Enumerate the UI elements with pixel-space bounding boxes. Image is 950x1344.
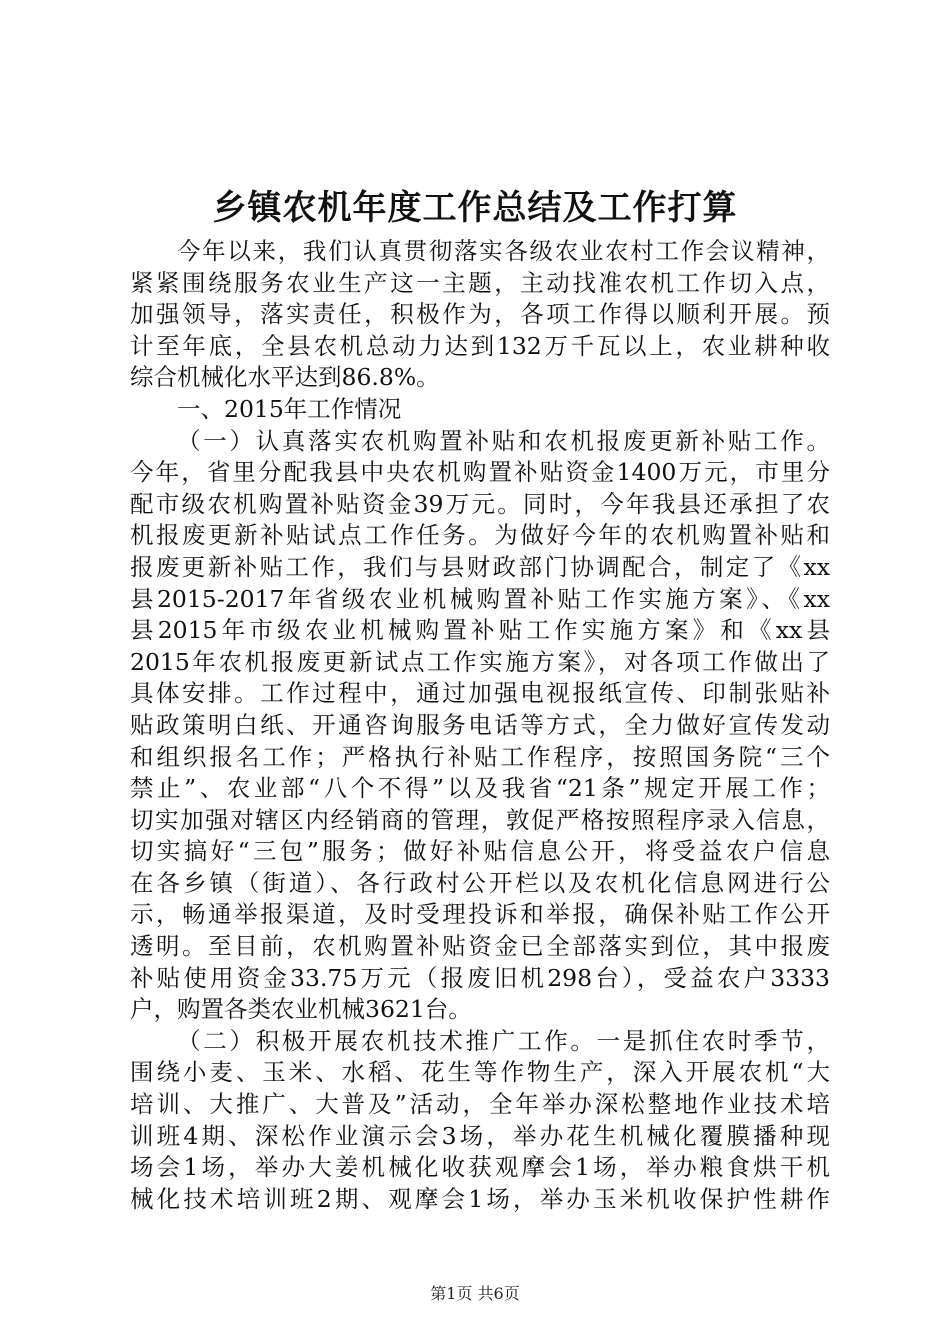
text-line: 2015年农机报废更新试点工作实施方案》，对各项工作做出了 — [130, 647, 830, 676]
text-line: 场会1场，举办大姜机械化收获观摩会1场，举办粮食烘干机 — [130, 1153, 830, 1182]
page-footer: 第1页 共6页 — [430, 1284, 520, 1303]
text-line: 训班4期、深松作业演示会3场，举办花生机械化覆膜播种现 — [130, 1121, 830, 1150]
text-line: 机报废更新补贴试点工作任务。为做好今年的农机购置补贴和 — [130, 521, 830, 550]
text-line: 具体安排。工作过程中，通过加强电视报纸宣传、印制张贴补 — [130, 679, 830, 708]
text-line: 加强领导，落实责任，积极作为，各项工作得以顺利开展。预 — [130, 300, 830, 329]
text-line: 紧紧围绕服务农业生产这一主题，主动找准农机工作切入点， — [130, 268, 830, 297]
text-line: （二）积极开展农机技术推广工作。一是抓住农时季节， — [177, 1026, 830, 1055]
text-line: 切实搞好“三包”服务；做好补贴信息公开，将受益农户信息 — [130, 837, 830, 866]
text-line: （一）认真落实农机购置补贴和农机报废更新补贴工作。 — [177, 426, 830, 455]
text-line: 县2015年市级农业机械购置补贴工作实施方案》和《xx县 — [130, 616, 830, 645]
text-line: 计至年底，全县农机总动力达到132万千瓦以上，农业耕种收 — [130, 331, 830, 360]
text-line: 县2015-2017年省级农业机械购置补贴工作实施方案》、《xx — [130, 584, 830, 613]
text-line: 报废更新补贴工作，我们与县财政部门协调配合，制定了《xx — [130, 552, 830, 581]
text-line: 切实加强对辖区内经销商的管理，敦促严格按照程序录入信息， — [130, 805, 830, 834]
text-line: 今年，省里分配我县中央农机购置补贴资金1400万元，市里分 — [130, 458, 830, 487]
document-title: 乡镇农机年度工作总结及工作打算 — [212, 188, 738, 228]
document-body — [130, 236, 830, 1215]
text-line: 综合机械化水平达到86.8%。 — [130, 363, 440, 392]
text-line: 示，畅通举报渠道，及时受理投诉和举报，确保补贴工作公开 — [130, 900, 830, 929]
text-line: 今年以来，我们认真贯彻落实各级农业农村工作会议精神， — [177, 237, 830, 265]
text-line: 配市级农机购置补贴资金39万元。同时，今年我县还承担了农 — [130, 489, 830, 518]
text-line: 和组织报名工作；严格执行补贴工作程序，按照国务院“三个 — [130, 742, 830, 771]
section-heading: 一、2015年工作情况 — [177, 394, 402, 423]
text-line: 围绕小麦、玉米、水稻、花生等作物生产，深入开展农机“大 — [130, 1058, 830, 1087]
text-line: 贴政策明白纸、开通咨询服务电话等方式，全力做好宣传发动 — [130, 710, 830, 739]
text-line: 透明。至目前，农机购置补贴资金已全部落实到位，其中报废 — [130, 932, 830, 961]
text-line: 械化技术培训班2期、观摩会1场，举办玉米机收保护性耕作 — [130, 1184, 830, 1213]
text-line: 在各乡镇（街道）、各行政村公开栏以及农机化信息网进行公 — [130, 868, 830, 897]
text-line: 禁止”、农业部“八个不得”以及我省“21条”规定开展工作； — [130, 774, 830, 803]
text-line: 补贴使用资金33.75万元（报废旧机298台），受益农户3333 — [130, 963, 830, 992]
text-line: 户，购置各类农业机械3621台。 — [130, 995, 472, 1024]
text-line: 培训、大推广、大普及”活动，全年举办深松整地作业技术培 — [130, 1090, 830, 1119]
